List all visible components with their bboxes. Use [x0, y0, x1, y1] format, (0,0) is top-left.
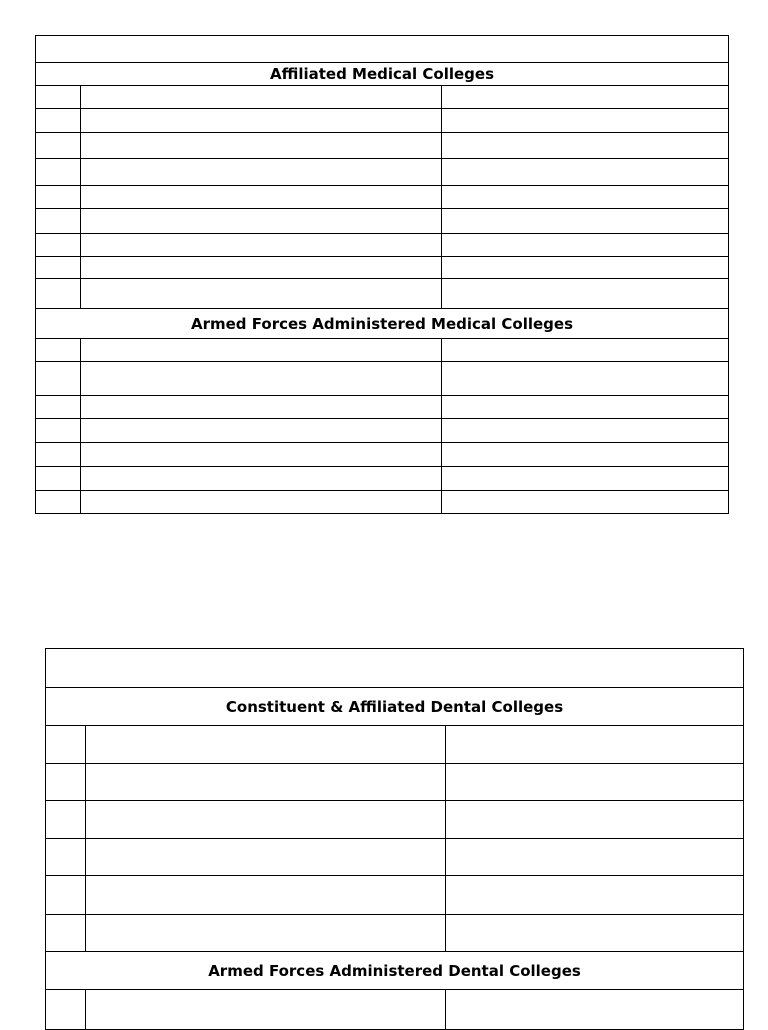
detail-cell — [446, 876, 744, 915]
detail-cell — [446, 726, 744, 764]
section-heading-row — [46, 952, 744, 990]
detail-cell — [442, 234, 729, 257]
table-row — [36, 109, 729, 133]
detail-cell — [442, 396, 729, 419]
detail-cell — [446, 915, 744, 952]
table-row — [36, 467, 729, 491]
section-heading: Constituent & Affiliated Dental Colleges — [46, 688, 744, 726]
section-heading-row — [46, 688, 744, 726]
detail-cell — [442, 362, 729, 396]
serial-cell — [46, 801, 86, 839]
serial-cell — [46, 915, 86, 952]
detail-cell — [446, 801, 744, 839]
table-row — [36, 443, 729, 467]
detail-cell — [442, 257, 729, 279]
table-row — [36, 86, 729, 109]
medical-colleges-table — [35, 35, 729, 514]
table-row — [46, 801, 744, 839]
table-row — [46, 915, 744, 952]
detail-cell — [442, 133, 729, 159]
serial-cell — [36, 362, 81, 396]
table-row — [36, 279, 729, 309]
college-name-cell — [81, 159, 442, 186]
detail-cell — [442, 467, 729, 491]
dental-colleges-table — [45, 648, 744, 1030]
college-name-cell — [81, 279, 442, 309]
serial-cell — [36, 234, 81, 257]
college-name-cell — [81, 257, 442, 279]
table-row — [36, 257, 729, 279]
detail-cell — [442, 419, 729, 443]
table-row — [36, 419, 729, 443]
serial-cell — [36, 186, 81, 209]
serial-cell — [36, 339, 81, 362]
college-name-cell — [81, 396, 442, 419]
section-heading-row — [36, 309, 729, 339]
table-row — [36, 133, 729, 159]
serial-cell — [36, 279, 81, 309]
college-name-cell — [81, 467, 442, 491]
serial-cell — [36, 159, 81, 186]
detail-cell — [446, 764, 744, 801]
serial-cell — [36, 443, 81, 467]
serial-cell — [36, 133, 81, 159]
college-name-cell — [81, 209, 442, 234]
table-row — [36, 339, 729, 362]
college-name-cell — [81, 443, 442, 467]
college-name-cell — [86, 764, 446, 801]
college-name-cell — [81, 362, 442, 396]
serial-cell — [46, 726, 86, 764]
serial-cell — [36, 109, 81, 133]
college-name-cell — [81, 491, 442, 514]
detail-cell — [442, 279, 729, 309]
detail-cell — [442, 209, 729, 234]
college-name-cell — [86, 876, 446, 915]
table-row — [46, 839, 744, 876]
detail-cell — [442, 443, 729, 467]
section-heading: Affiliated Medical Colleges — [36, 63, 729, 86]
table-title-row — [36, 36, 729, 63]
college-name-cell — [81, 86, 442, 109]
college-name-cell — [81, 109, 442, 133]
title-cell — [46, 649, 744, 688]
college-name-cell — [81, 133, 442, 159]
table-row — [36, 362, 729, 396]
college-name-cell — [86, 726, 446, 764]
table-row — [46, 764, 744, 801]
table-row — [36, 209, 729, 234]
title-cell — [36, 36, 729, 63]
serial-cell — [36, 396, 81, 419]
college-name-cell — [81, 234, 442, 257]
college-name-cell — [81, 339, 442, 362]
table-row — [36, 159, 729, 186]
table-title-row — [46, 649, 744, 688]
section-heading: Armed Forces Administered Dental Colleges — [46, 952, 744, 990]
table-row — [46, 876, 744, 915]
detail-cell — [442, 186, 729, 209]
college-name-cell — [86, 801, 446, 839]
detail-cell — [442, 491, 729, 514]
detail-cell — [442, 159, 729, 186]
serial-cell — [46, 839, 86, 876]
detail-cell — [442, 339, 729, 362]
serial-cell — [36, 86, 81, 109]
detail-cell — [442, 86, 729, 109]
section-heading-row — [36, 63, 729, 86]
serial-cell — [36, 491, 81, 514]
serial-cell — [36, 209, 81, 234]
table-row — [36, 491, 729, 514]
table-row — [36, 396, 729, 419]
college-name-cell — [81, 419, 442, 443]
table-row — [46, 726, 744, 764]
detail-cell — [442, 109, 729, 133]
college-name-cell — [81, 186, 442, 209]
serial-cell — [36, 419, 81, 443]
serial-cell — [46, 876, 86, 915]
table-row — [36, 186, 729, 209]
serial-cell — [46, 764, 86, 801]
section-heading: Armed Forces Administered Medical Colleges — [36, 309, 729, 339]
detail-cell — [446, 839, 744, 876]
serial-cell — [36, 467, 81, 491]
college-name-cell — [86, 839, 446, 876]
table-row — [36, 234, 729, 257]
college-name-cell — [86, 915, 446, 952]
serial-cell — [36, 257, 81, 279]
